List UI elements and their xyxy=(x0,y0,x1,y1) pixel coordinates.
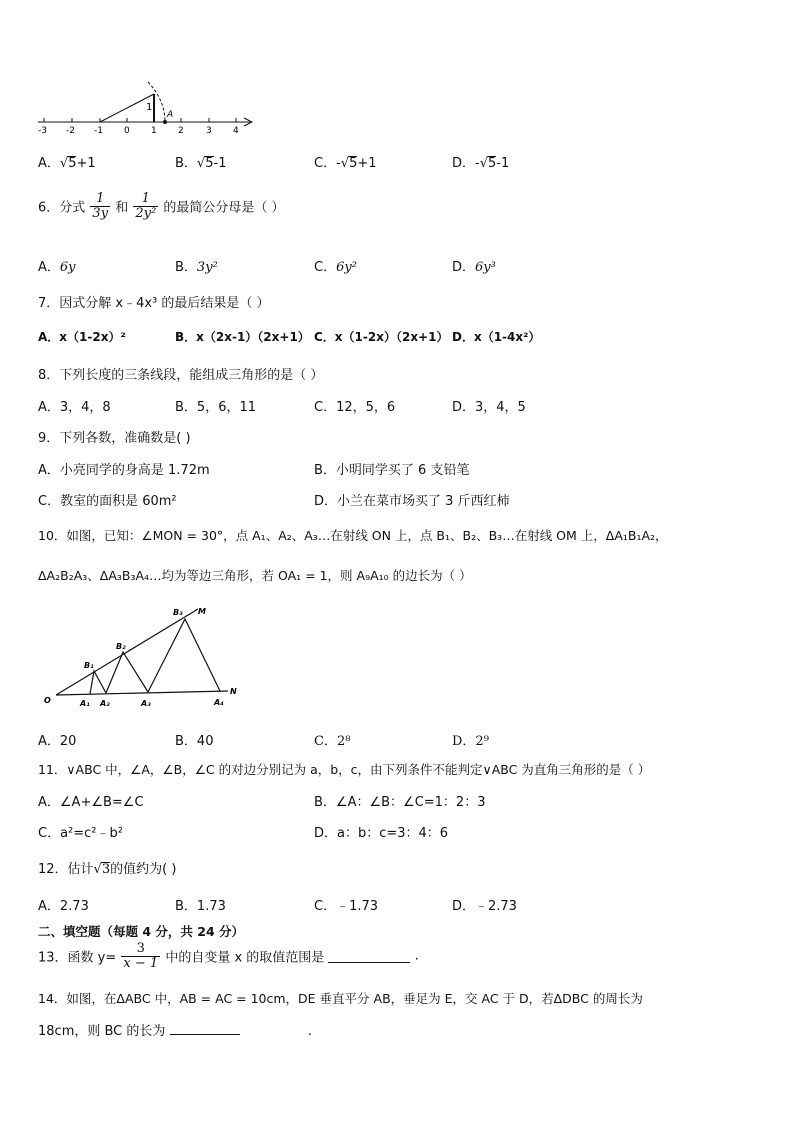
q11-option-b: B．∠A：∠B：∠C=1：2：3 xyxy=(314,795,486,810)
svg-text:-2: -2 xyxy=(66,126,75,136)
q6-option-b: B．3y² xyxy=(175,260,218,275)
q10-option-b: B．40 xyxy=(175,734,214,749)
q11-stem: 11．∨ABC 中，∠A，∠B，∠C 的对边分别记为 a，b，c，由下列条件不能判定∨ABC 为直角三角形的是（ ） xyxy=(38,762,651,777)
q5-option-d: D．-√5-1 xyxy=(452,156,510,171)
q7-option-b: B．x（2x-1）（2x+1） xyxy=(175,330,310,344)
label-a1: A₁ xyxy=(80,699,90,708)
triangle-2 xyxy=(106,652,148,693)
q7-option-d: D．x（1-4x²） xyxy=(452,330,541,344)
q13-fraction: $\frac{3}{x - 1}$ xyxy=(123,941,159,971)
q7-stem: 7．因式分解 x﹣4x³ 的最后结果是（ ） xyxy=(38,296,270,311)
q13-stem: 13．函数 y= $\frac{3}{x - 1}$ 中的自变量 x 的取值范围是 . xyxy=(38,941,419,971)
q6-stem: 6．分式 $\frac{1}{3y}$ 和 $\frac{1}{\text{2y²}}$ 的最简公分母是（ ） xyxy=(38,191,285,221)
q8-stem: 8．下列长度的三条线段，能组成三角形的是（ ） xyxy=(38,368,324,383)
svg-text:-3: -3 xyxy=(38,126,47,136)
q6-option-a: A．6y xyxy=(38,260,76,275)
q7-option-a: A．x（1-2x）² xyxy=(38,330,126,344)
q8-option-d: D．3，4，5 xyxy=(452,400,526,415)
q10-triangle-figure xyxy=(40,605,250,710)
q14-stem-line1: 14．如图，在ΔABC 中，AB = AC = 10cm，DE 垂直平分 AB，垂足为 E，交 AC 于 D，若ΔDBC 的周长为 xyxy=(38,991,643,1006)
q6-fraction-2: $\frac{1}{\text{2y²}}$ xyxy=(135,191,157,221)
svg-text:2: 2 xyxy=(178,126,184,136)
q13-answer-blank[interactable] xyxy=(328,950,410,963)
q5-option-b: B．√5-1 xyxy=(175,156,227,171)
label-b3: B₃ xyxy=(173,608,183,617)
q6-fraction-1: $\frac{1}{3y}$ xyxy=(92,191,109,221)
q6-option-d: D．6y³ xyxy=(452,260,496,275)
q12-option-d: D．﹣2.73 xyxy=(452,899,517,914)
q12-option-a: A．2.73 xyxy=(38,899,89,914)
q9-option-a: A．小亮同学的身高是 1.72m xyxy=(38,463,210,478)
q9-option-b: B．小明同学买了 6 支铅笔 xyxy=(314,463,470,478)
q12-option-c: C．﹣1.73 xyxy=(314,899,379,914)
label-a4: A₄ xyxy=(214,698,224,707)
label-b2: B₂ xyxy=(116,642,126,651)
label-a3: A₃ xyxy=(141,699,151,708)
ray-on xyxy=(56,691,228,695)
q10-stem-line1: 10．如图，已知：∠MON = 30°，点 A₁、A₂、A₃…在射线 ON 上，点 B₁、B₂、B₃…在射线 OM 上，ΔA₁B₁A₂， xyxy=(38,528,668,543)
q6-option-c: C．6y² xyxy=(314,260,357,275)
side-label: 1 xyxy=(146,102,153,113)
q5-option-c: C．-√5+1 xyxy=(314,156,377,171)
point-a-label: A xyxy=(167,110,174,120)
q8-option-c: C．12，5，6 xyxy=(314,400,396,415)
svg-text:-1: -1 xyxy=(94,126,103,136)
section-2-title: 二、填空题（每题 4 分，共 24 分） xyxy=(38,924,245,939)
q7-option-c: C．x（1-2x）（2x+1） xyxy=(314,330,449,344)
q9-option-d: D．小兰在菜市场买了 3 斤西红柿 xyxy=(314,494,510,509)
q5-option-a: A．√5+1 xyxy=(38,156,96,171)
q9-stem: 9．下列各数，准确数是( ) xyxy=(38,431,191,446)
label-n: N xyxy=(230,687,237,696)
svg-text:0: 0 xyxy=(124,126,130,136)
axis-ticks xyxy=(44,118,236,122)
ray-om xyxy=(56,609,198,695)
q14-stem-line2: 18cm，则 BC 的长为 . xyxy=(38,1024,312,1039)
label-m: M xyxy=(198,607,206,616)
svg-text:3: 3 xyxy=(206,126,212,136)
q10-option-d: D．2⁹ xyxy=(452,734,489,749)
q12-stem: 12．估计√3的值约为( ) xyxy=(38,862,177,877)
number-line-figure xyxy=(30,80,260,140)
point-a xyxy=(163,120,167,124)
q10-option-a: A．20 xyxy=(38,734,77,749)
q9-option-c: C．教室的面积是 60m² xyxy=(38,494,177,509)
q8-option-b: B．5，6，11 xyxy=(175,400,257,415)
q12-option-b: B．1.73 xyxy=(175,899,226,914)
triangle-3 xyxy=(148,619,220,692)
q14-answer-blank[interactable] xyxy=(170,1022,240,1035)
tick-labels xyxy=(38,126,239,136)
label-b1: B₁ xyxy=(84,661,94,670)
svg-text:1: 1 xyxy=(151,126,157,136)
q11-option-a: A．∠A+∠B=∠C xyxy=(38,795,144,810)
q11-option-c: C．a²=c²﹣b² xyxy=(38,826,123,841)
svg-text:4: 4 xyxy=(233,126,239,136)
q11-option-d: D．a：b：c=3：4：6 xyxy=(314,826,449,841)
label-o: O xyxy=(44,696,51,705)
q10-stem-line2: ΔA₂B₂A₃、ΔA₃B₃A₄…均为等边三角形，若 OA₁ = 1，则 A₉A₁₀ 的边长为（ ） xyxy=(38,568,472,583)
label-a2: A₂ xyxy=(100,699,110,708)
triangle-1 xyxy=(90,671,106,694)
q8-option-a: A．3，4，8 xyxy=(38,400,111,415)
q10-option-c: C．2⁸ xyxy=(314,734,351,749)
